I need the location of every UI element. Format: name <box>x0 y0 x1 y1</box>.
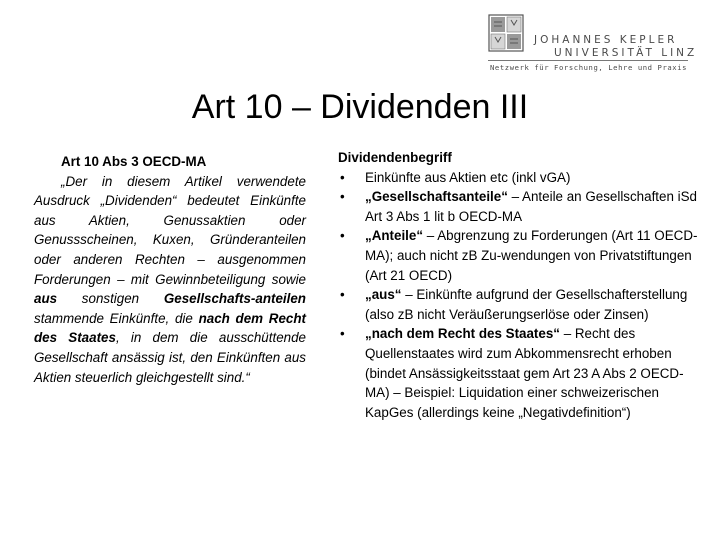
bullet-text: – Einkünfte aufgrund der Gesellschafterstellung (also zB nicht Veräußerungserlöse oder Zinsen) <box>365 287 688 322</box>
bullet-term: „Gesellschaftsanteile“ <box>365 189 508 205</box>
logo-tagline: Netzwerk für Forschung, Lehre und Praxis <box>490 63 688 72</box>
left-column <box>34 152 306 387</box>
bullet-text: – Anteile an Gesellschaften iSd Art 3 Abs 1 lit b OECD-MA <box>365 189 697 224</box>
list-item <box>338 285 698 324</box>
bullet-list <box>338 168 698 423</box>
logo-line-1: JOHANNES KEPLER <box>534 34 678 46</box>
list-item <box>338 324 698 422</box>
left-heading: Art 10 Abs 3 OECD-MA <box>61 154 207 169</box>
bullet-icon: • <box>340 169 345 185</box>
bullet-icon: • <box>340 228 345 244</box>
university-logo <box>488 14 716 74</box>
list-item <box>338 226 698 285</box>
quote-part-bold: aus <box>34 291 58 307</box>
logo-line-2: UNIVERSITÄT LINZ <box>554 47 698 59</box>
bullet-term: „aus“ <box>365 287 402 303</box>
bullet-icon: • <box>340 326 345 342</box>
slide-title: Art 10 – Dividenden III <box>191 88 529 126</box>
quote-part: , in dem die ausschüttende Gesellschaft ansässig ist, den Einkünften aus Aktien steuerlich gleichgestellt sind.“ <box>34 330 306 385</box>
quote-part-bold: nach dem Recht des Staates <box>34 310 306 346</box>
right-column <box>338 148 698 422</box>
quote-part: sonstigen <box>57 291 164 307</box>
treaty-quote <box>34 172 306 388</box>
logo-divider <box>488 60 688 61</box>
bullet-text: – Recht des Quellenstaates wird zum Abkommensrecht erhoben (bindet Ansässigkeitsstaat gem Art 23 A Abs 2 OECD-MA) – Beispiel: Liquidation einer schweizerischen KapGes (allerdings keine „Negativdefinition“) <box>365 326 684 420</box>
university-crest-icon <box>488 14 524 52</box>
bullet-term: „nach dem Recht des Staates“ <box>365 326 560 342</box>
list-item <box>338 168 698 188</box>
right-heading: Dividendenbegriff <box>338 150 452 165</box>
quote-part: „Der in diesem Artikel verwendete Ausdruck „Dividenden“ bedeutet Einkünfte aus Aktien, Genussaktien oder Genussscheinen, Kuxen, Gründeranteilen oder anderen Rechten – ausgenommen Forderungen – mit Gewinnbeteiligung sowie <box>34 173 306 287</box>
list-item <box>338 187 698 226</box>
bullet-icon: • <box>340 189 345 205</box>
quote-part-bold: Gesellschafts-anteilen <box>163 291 306 307</box>
bullet-icon: • <box>340 287 345 303</box>
bullet-text: Einkünfte aus Aktien etc (inkl vGA) <box>365 169 571 185</box>
bullet-text: – Abgrenzung zu Forderungen (Art 11 OECD-MA); auch nicht zB Zu-wendungen von Privatstiftungen (Art 21 OECD) <box>365 228 698 283</box>
bullet-term: „Anteile“ <box>365 228 424 244</box>
quote-part: stammende Einkünfte, die <box>34 310 199 326</box>
